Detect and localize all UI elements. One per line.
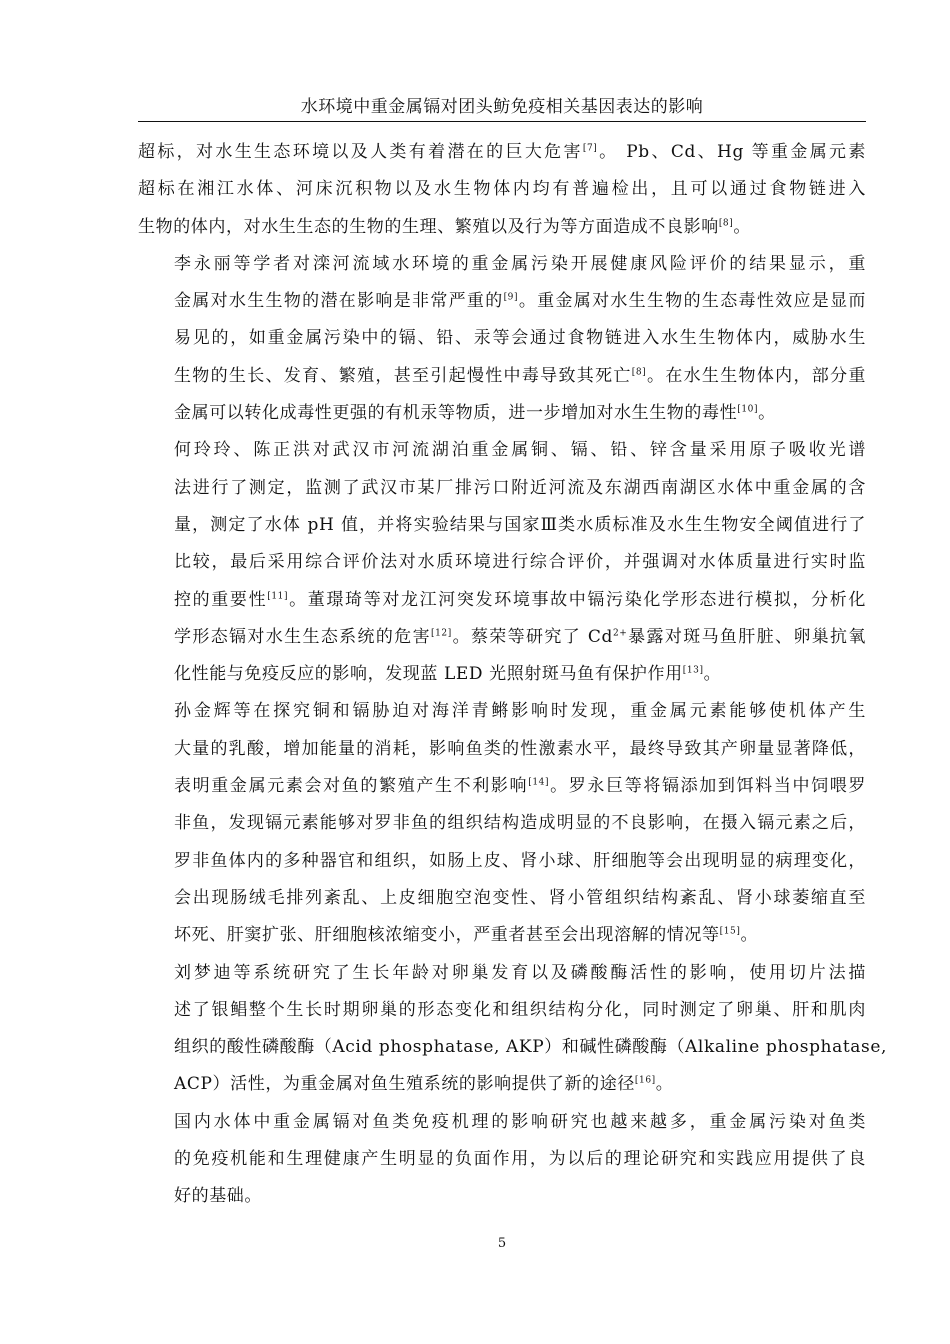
- paragraph: [138, 432, 866, 693]
- text-line: [138, 992, 866, 1029]
- text-line: [138, 843, 866, 880]
- citation-superscript: [8]: [718, 217, 734, 228]
- text-line: [138, 693, 866, 730]
- text-run: 。董璟琦等对龙江河突发环境事故中镉污染化学形态进行模拟，分析化: [288, 589, 866, 610]
- citation-superscript: [10]: [737, 404, 759, 415]
- text-run: 。: [758, 403, 776, 424]
- text-line: [138, 917, 866, 954]
- citation-superscript: [9]: [503, 292, 519, 303]
- text-line: [138, 955, 866, 992]
- text-run: 超标在湘江水体、河床沉积物以及水生物体内均有普遍检出，且可以通过食物链进入: [138, 179, 866, 200]
- text-line: [138, 1066, 866, 1103]
- text-line: [138, 134, 866, 171]
- text-line: [138, 320, 866, 357]
- text-line: [138, 209, 866, 246]
- text-run: 金属可以转化成毒性更强的有机汞等物质，进一步增加对水生生物的毒性: [174, 403, 738, 424]
- text-run: 暴露对斑马鱼肝脏、卵巢抗氧: [627, 626, 867, 647]
- paragraph: [138, 134, 866, 246]
- text-run: 金属对水生生物的潜在影响是非常严重的: [174, 291, 504, 312]
- running-header: 水环境中重金属镉对团头鲂免疫相关基因表达的影响: [300, 97, 704, 117]
- text-line: [138, 1141, 866, 1178]
- text-line: [138, 582, 866, 619]
- text-line: [138, 507, 866, 544]
- text-run: 易见的，如重金属污染中的镉、铅、汞等会通过食物链进入水生生物体内，威胁水生: [174, 328, 866, 349]
- text-run: 法进行了测定，监测了武汉市某厂排污口附近河流及东湖西南湖区水体中重金属的含: [174, 477, 866, 498]
- paragraph: [138, 693, 866, 954]
- text-run: 大量的乳酸，增加能量的消耗，影响鱼类的性激素水平，最终导致其产卵量显著降低，: [174, 738, 866, 759]
- citation-superscript: [15]: [719, 926, 741, 937]
- header-rule: [138, 121, 866, 122]
- text-line: [138, 731, 866, 768]
- text-run: 生物的体内，对水生生态的生物的生理、繁殖以及行为等方面造成不良影响: [138, 216, 719, 237]
- text-run: 非鱼，发现镉元素能够对罗非鱼的组织结构造成明显的不良影响，在摄入镉元素之后，: [174, 813, 866, 834]
- paragraph: [138, 1104, 866, 1216]
- text-run: 组织的酸性磷酸酶（Acid phosphatase, AKP）和碱性磷酸酶（Alkaline phosphatase,: [174, 1037, 887, 1058]
- text-run: 。在水生生物体内，部分重: [646, 365, 867, 386]
- text-run: 。: [655, 1074, 674, 1095]
- citation-superscript: 2+: [612, 628, 628, 639]
- text-line: [138, 619, 866, 656]
- text-line: [138, 1104, 866, 1141]
- text-run: ACP）活性，为重金属对鱼生殖系统的影响提供了新的途径: [174, 1074, 635, 1095]
- text-run: 孙金辉等在探究铜和镉胁迫对海洋青鳉影响时发现，重金属元素能够使机体产生: [174, 701, 866, 722]
- text-line: [138, 395, 866, 432]
- text-run: 坏死、肝窦扩张、肝细胞核浓缩变小，严重者甚至会出现溶解的情况等: [174, 925, 720, 946]
- text-run: 好的基础。: [174, 1186, 262, 1207]
- text-line: [138, 1178, 866, 1215]
- text-run: 。: [740, 925, 759, 946]
- citation-superscript: [8]: [631, 367, 647, 378]
- citation-superscript: [14]: [528, 777, 550, 788]
- citation-superscript: [13]: [682, 665, 704, 676]
- text-line: [138, 544, 866, 581]
- text-run: 量，测定了水体 pH 值，并将实验结果与国家Ⅲ类水质标准及水生生物安全阈值进行了: [174, 514, 866, 535]
- text-line: [138, 283, 866, 320]
- text-run: 会出现肠绒毛排列紊乱、上皮细胞空泡变性、肾小管组织结构紊乱、肾小球萎缩直至: [174, 887, 866, 908]
- text-run: 。重金属对水生生物的生态毒性效应是显而: [518, 291, 866, 312]
- text-run: 的免疫机能和生理健康产生明显的负面作用，为以后的理论研究和实践应用提供了良: [174, 1149, 866, 1170]
- text-line: [138, 470, 866, 507]
- text-run: 述了银鲳整个生长时期卵巢的形态变化和组织结构分化，同时测定了卵巢、肝和肌肉: [174, 999, 866, 1020]
- citation-superscript: [12]: [430, 628, 452, 639]
- citation-superscript: [16]: [634, 1075, 656, 1086]
- paragraph: [138, 246, 866, 432]
- text-line: [138, 805, 866, 842]
- page-number: 5: [497, 1236, 507, 1251]
- text-run: 超标，对水生生态环境以及人类有着潜在的巨大危害: [138, 142, 583, 162]
- text-run: 。 Pb、Cd、Hg 等重金属元素: [597, 142, 866, 162]
- text-run: 比较，最后采用综合评价法对水质环境进行综合评价，并强调对水体质量进行实时监: [174, 552, 866, 573]
- text-run: 。: [733, 216, 751, 237]
- body-text: [138, 134, 887, 1216]
- text-run: 控的重要性: [174, 589, 268, 610]
- text-run: 学形态镉对水生生态系统的危害: [174, 626, 431, 647]
- citation-superscript: [7]: [582, 143, 598, 154]
- text-line: [138, 358, 866, 395]
- citation-superscript: [11]: [267, 590, 289, 601]
- text-run: 生物的生长、发育、繁殖，甚至引起慢性中毒导致其死亡: [174, 365, 632, 386]
- text-line: [138, 246, 866, 283]
- text-run: 国内水体中重金属镉对鱼类免疫机理的影响研究也越来越多，重金属污染对鱼类: [174, 1111, 866, 1132]
- text-line: [138, 432, 866, 469]
- text-line: [138, 656, 866, 693]
- text-line: [138, 171, 866, 208]
- text-run: 。蔡荣等研究了 Cd: [451, 626, 613, 647]
- text-run: 。: [703, 664, 722, 685]
- text-line: [138, 1029, 887, 1066]
- text-run: 。罗永巨等将镉添加到饵料当中饲喂罗: [549, 776, 866, 797]
- paragraph: [138, 955, 887, 1104]
- text-run: 何玲玲、陈正洪对武汉市河流湖泊重金属铜、镉、铅、锌含量采用原子吸收光谱: [174, 440, 866, 461]
- text-run: 罗非鱼体内的多种器官和组织，如肠上皮、肾小球、肝细胞等会出现明显的病理变化，: [174, 850, 866, 871]
- text-line: [138, 880, 866, 917]
- text-run: 表明重金属元素会对鱼的繁殖产生不利影响: [174, 776, 529, 797]
- text-run: 李永丽等学者对滦河流域水环境的重金属污染开展健康风险评价的结果显示，重: [174, 253, 866, 274]
- text-line: [138, 768, 866, 805]
- text-run: 化性能与免疫反应的影响，发现蓝 LED 光照射斑马鱼有保护作用: [174, 664, 683, 685]
- text-run: 刘梦迪等系统研究了生长年龄对卵巢发育以及磷酸酶活性的影响，使用切片法描: [174, 962, 866, 983]
